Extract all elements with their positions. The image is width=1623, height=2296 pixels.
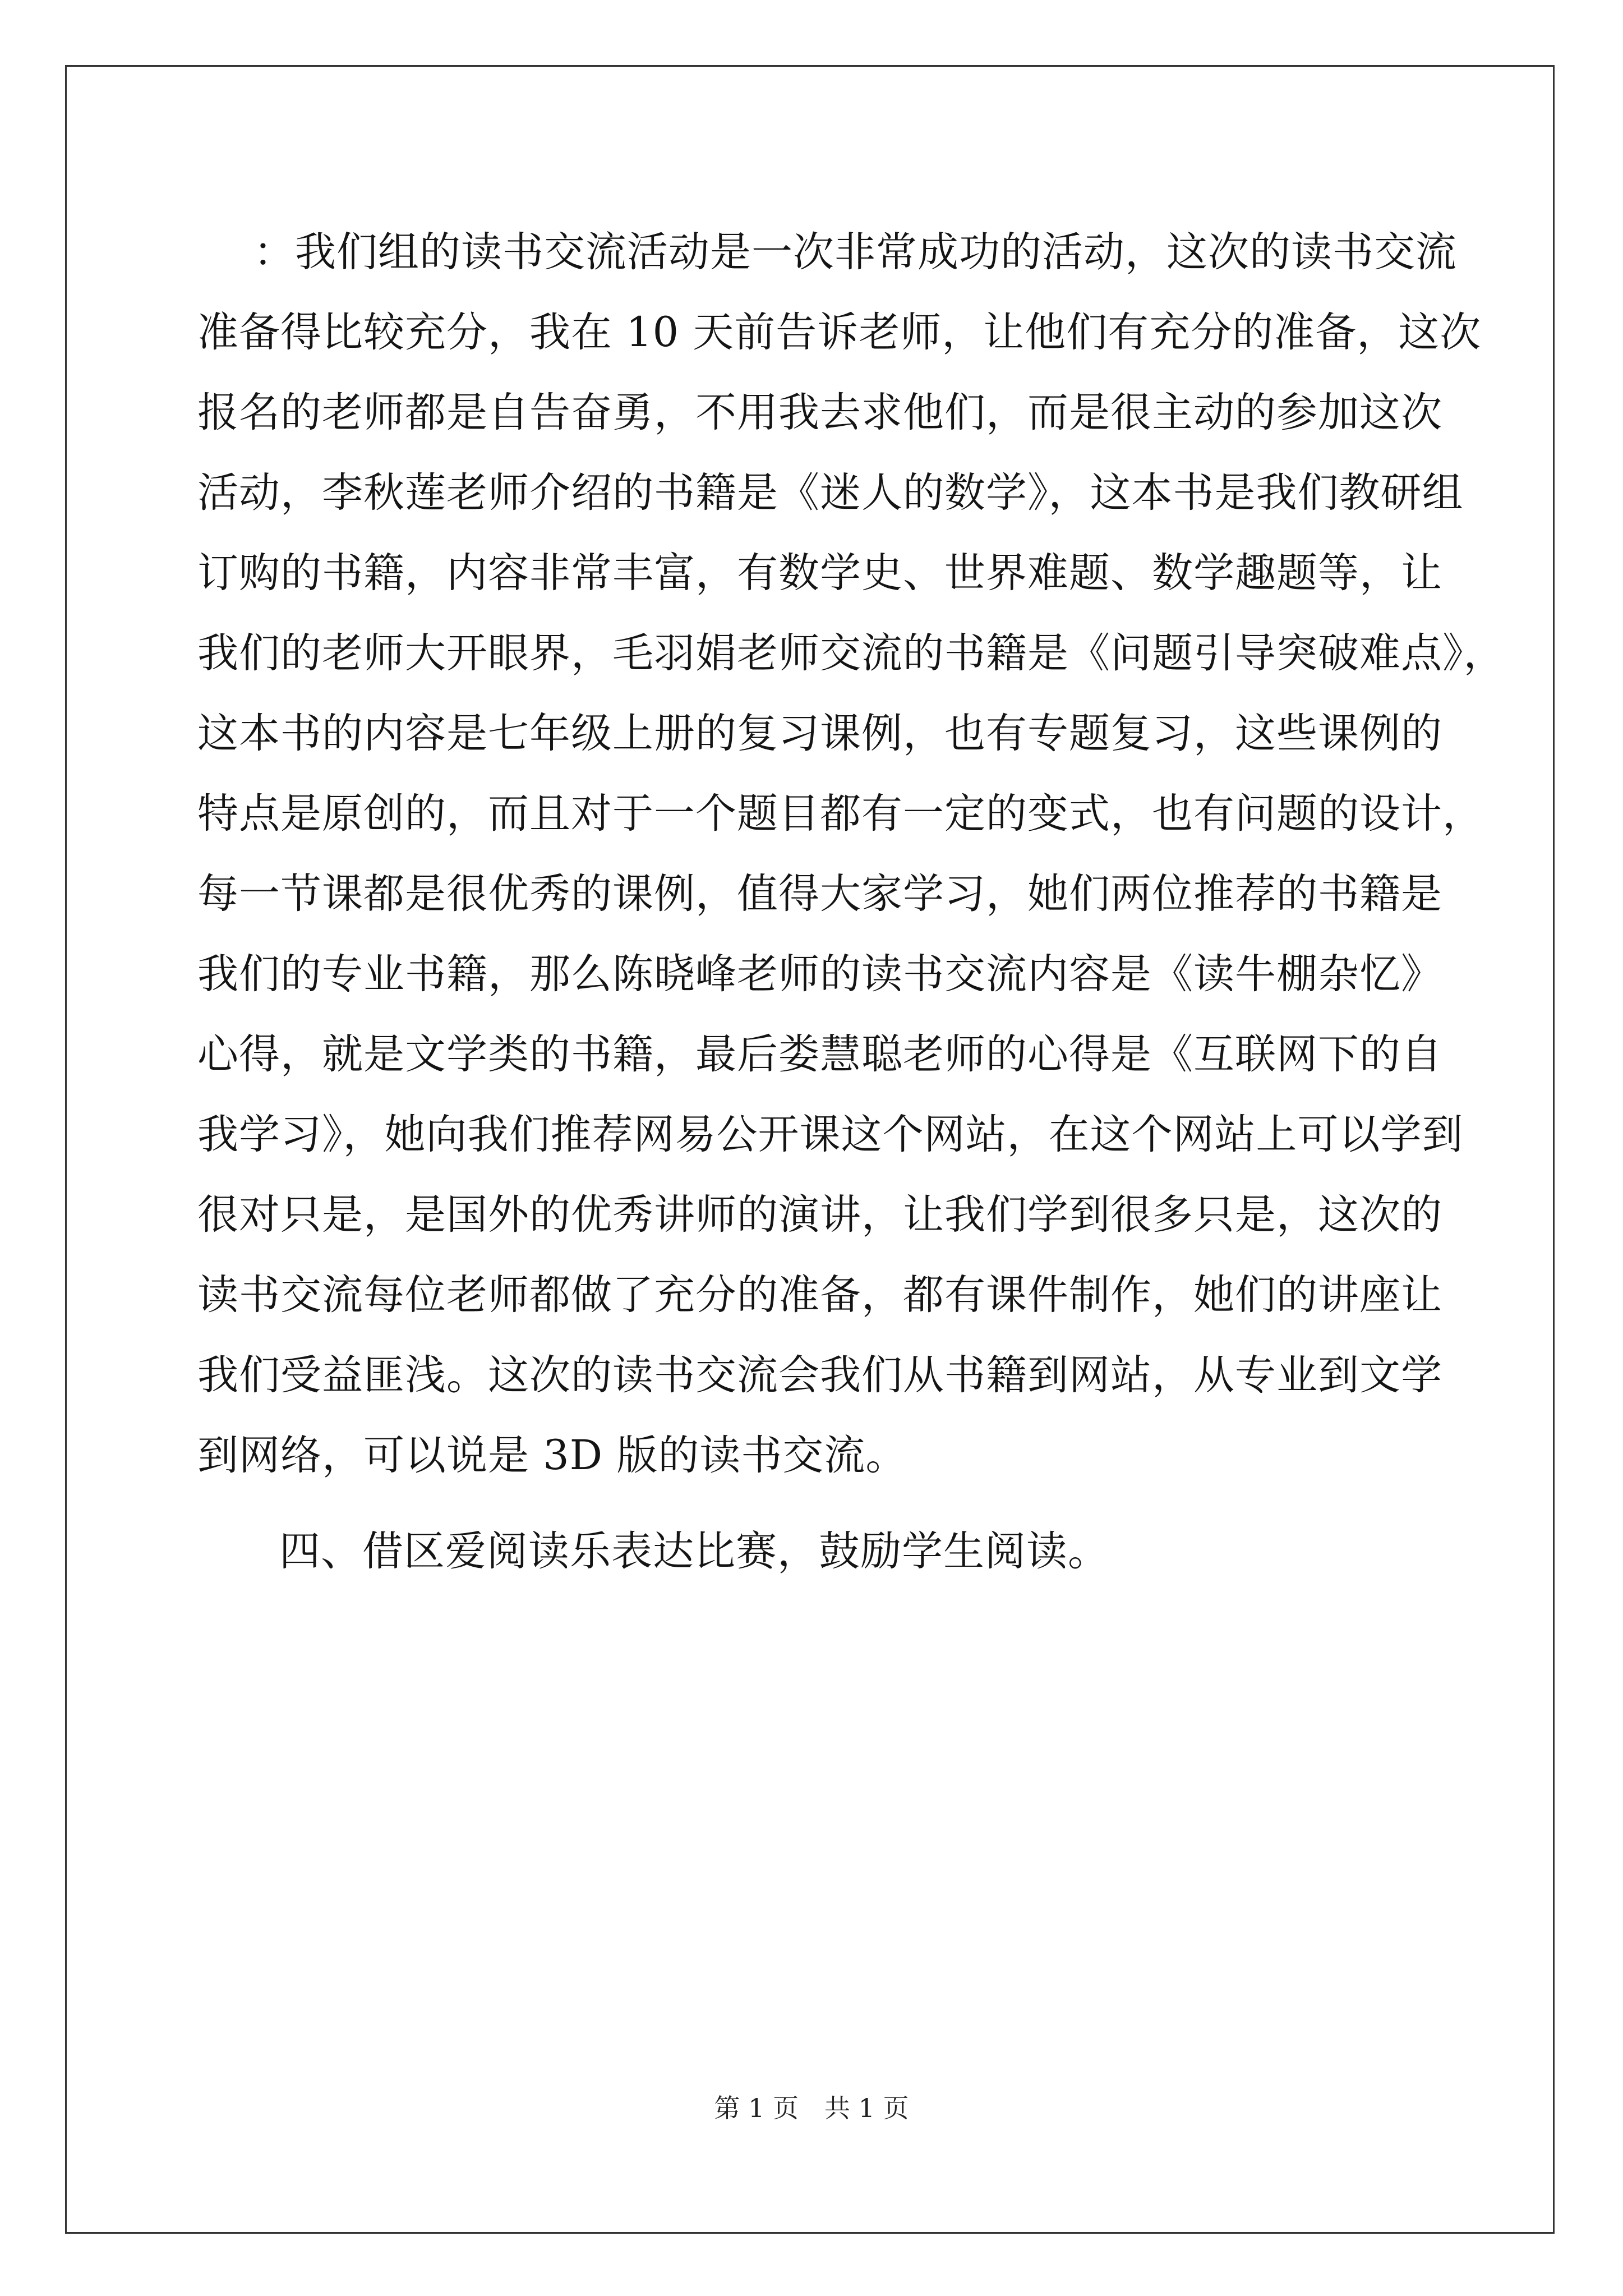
page-footer: 第 1 页 共 1 页 bbox=[714, 2093, 909, 2123]
text-line: 每一节课都是很优秀的课例，值得大家学习，她们两位推荐的书籍是 bbox=[197, 870, 1442, 918]
text-line: 报名的老师都是自告奋勇，不用我去求他们，而是很主动的参加这次 bbox=[197, 389, 1442, 436]
document-body bbox=[197, 212, 1505, 1591]
text-line: ：我们组的读书交流活动是一次非常成功的活动，这次的读书交流 bbox=[253, 228, 1457, 276]
text-line: 很对只是，是国外的优秀讲师的演讲，让我们学到很多只是，这次的 bbox=[197, 1191, 1442, 1239]
text-line: 我们的专业书籍，那么陈晓峰老师的读书交流内容是《读牛棚杂忆》 bbox=[197, 950, 1442, 998]
text-line: 活动，李秋莲老师介绍的书籍是《迷人的数学》，这本书是我们教研组 bbox=[197, 469, 1464, 517]
text-line: 我们的老师大开眼界，毛羽娟老师交流的书籍是《问题引导突破难点》， bbox=[197, 629, 1505, 677]
text-line: 准备得比较充分，我在 10 天前告诉老师，让他们有充分的准备，这次 bbox=[197, 309, 1482, 356]
text-line: 订购的书籍，内容非常丰富，有数学史、世界难题、数学趣题等，让 bbox=[197, 549, 1442, 597]
text-line: 四、借区爱阅读乐表达比赛，鼓励学生阅读。 bbox=[279, 1527, 1109, 1575]
text-line: 特点是原创的，而且对于一个题目都有一定的变式，也有问题的设计， bbox=[197, 790, 1484, 838]
paragraph-2 bbox=[197, 1511, 1487, 1591]
text-line: 我学习》，她向我们推荐网易公开课这个网站，在这个网站上可以学到 bbox=[197, 1111, 1464, 1158]
paragraph-1 bbox=[197, 212, 1505, 1496]
text-line: 这本书的内容是七年级上册的复习课例，也有专题复习，这些课例的 bbox=[197, 710, 1442, 757]
text-line: 读书交流每位老师都做了充分的准备，都有课件制作，她们的讲座让 bbox=[197, 1271, 1442, 1319]
text-line: 心得，就是文学类的书籍，最后娄慧聪老师的心得是《互联网下的自 bbox=[197, 1030, 1442, 1078]
text-line: 到网络，可以说是 3D 版的读书交流。 bbox=[197, 1432, 907, 1479]
text-line: 我们受益匪浅。这次的读书交流会我们从书籍到网站，从专业到文学 bbox=[197, 1351, 1442, 1399]
